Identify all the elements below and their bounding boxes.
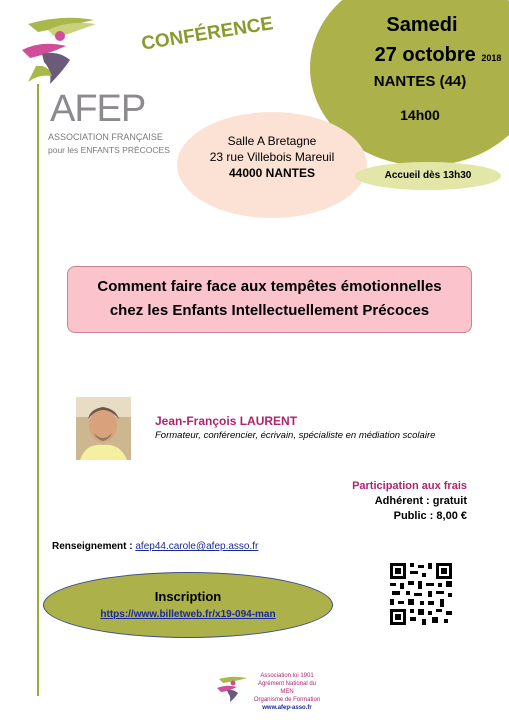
date-time: 14h00	[400, 107, 440, 123]
afep-figure-logo-icon	[8, 10, 108, 92]
venue-line-2: 23 rue Villebois Mareuil	[209, 150, 335, 164]
decorative-vertical-line	[37, 84, 39, 696]
logo-name: AFEP	[50, 88, 146, 130]
footer-line-3: Organisme de Formation	[253, 697, 321, 703]
footer-afep-logo-icon	[213, 673, 251, 703]
inscription-title: Inscription	[154, 589, 222, 604]
logo-subtitle-1: ASSOCIATION FRANÇAISE	[48, 132, 163, 142]
venue-line-3: 44000 NANTES	[228, 166, 316, 180]
participation-member: Adhérent : gratuit	[374, 495, 467, 507]
participation-title: Participation aux frais	[352, 480, 467, 492]
conference-title-box	[67, 266, 472, 333]
logo-subtitle-2: pour les ENFANTS PRÉCOCES	[48, 145, 170, 155]
date-date: 27 octobre	[374, 44, 476, 66]
contact-email-link[interactable]: afep44.carole@afep.asso.fr	[135, 541, 259, 552]
footer-line-2: Agrément National du MEN	[257, 681, 317, 695]
afep-logo	[8, 10, 170, 155]
venue-line-1: Salle A Bretagne	[227, 134, 317, 148]
date-day: Samedi	[386, 14, 458, 36]
footer-website: www.afep-asso.fr	[262, 705, 312, 711]
participation-public: Public : 8,00 €	[393, 510, 467, 522]
qr-code-icon	[388, 561, 454, 627]
footer-text	[252, 672, 322, 712]
title-line-1: Comment faire face aux tempêtes émotionnelles	[97, 278, 442, 295]
participation-block	[352, 479, 467, 524]
date-year: 2018	[481, 53, 502, 63]
accueil-badge: Accueil dès 13h30	[355, 162, 501, 190]
inscription-link[interactable]: https://www.billetweb.fr/x19-094-man	[100, 609, 276, 620]
contact-line	[52, 541, 258, 552]
inscription-ellipse	[43, 572, 333, 638]
speaker-portrait-icon	[76, 397, 131, 460]
footer-line-1: Association loi 1901	[260, 673, 314, 679]
event-type-heading: CONFÉRENCE	[140, 13, 275, 55]
date-line	[358, 44, 509, 67]
venue-ellipse	[177, 112, 367, 218]
title-line-2: chez les Enfants Intellectuellement Précoces	[109, 302, 430, 319]
speaker-name: Jean-François LAURENT	[155, 414, 298, 428]
speaker-role: Formateur, conférencier, écrivain, spécialiste en médiation scolaire	[155, 430, 436, 441]
contact-label: Renseignement :	[52, 541, 133, 552]
speaker-photo	[76, 397, 131, 460]
date-city: NANTES (44)	[373, 73, 467, 90]
